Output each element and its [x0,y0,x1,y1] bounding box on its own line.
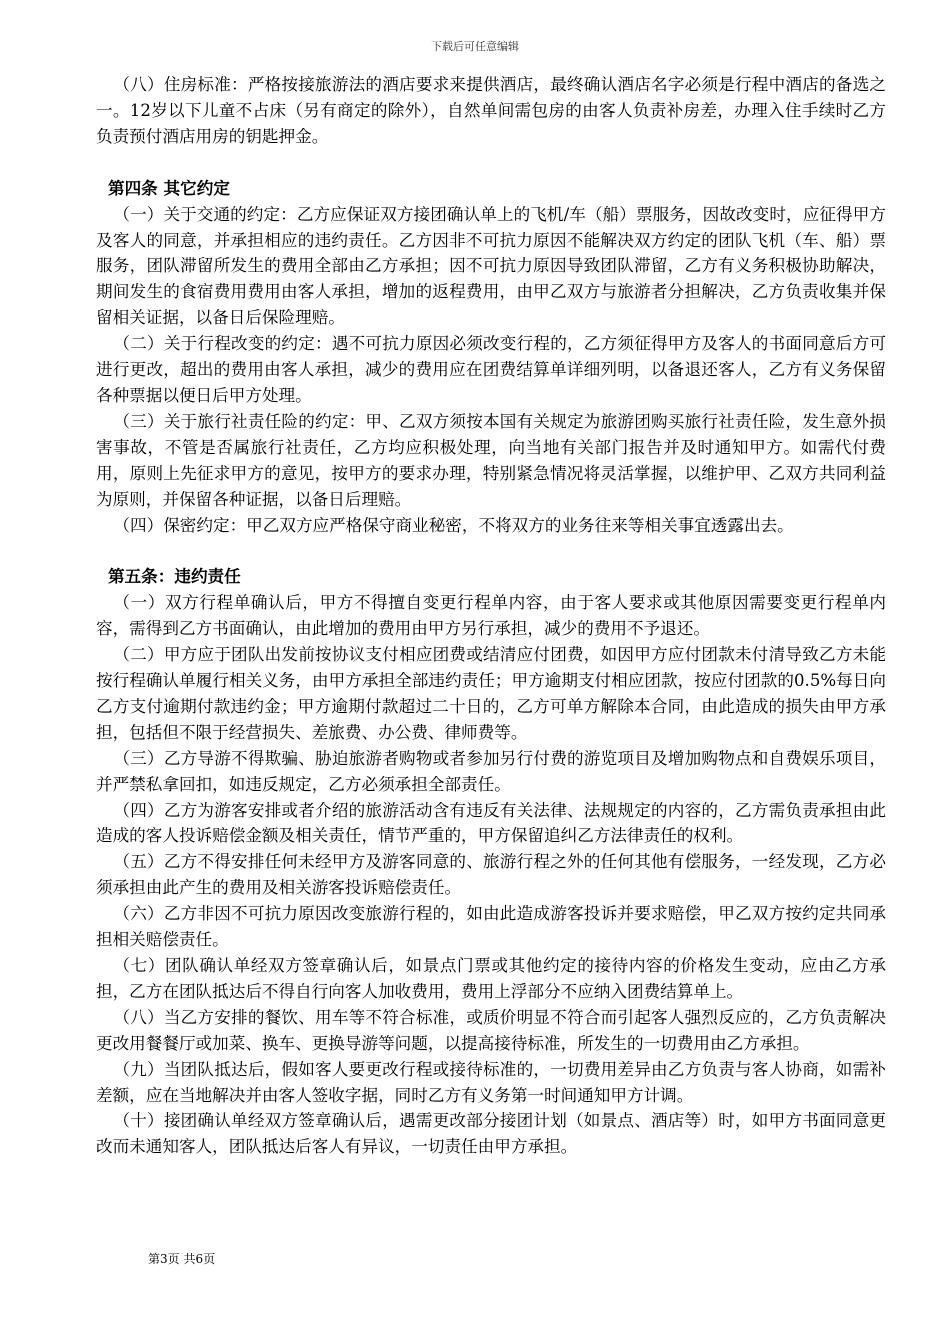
article-5-clause-2: （二）甲方应于团队出发前按协议支付相应团费或结清应付团费，如因甲方应付团款未付清导致乙方未能按行程确认单履行相关义务，由甲方承担全部违约责任；甲方逾期支付相应团款，按应付团款的0.5%每日向乙方支付逾期付款违约金；甲方逾期付款超过二十日的，乙方可单方解除本合同，由此造成的损失由甲方承担，包括但不限于经营损失、差旅费、办公费、律师费等。 [96,645,886,742]
article-5-clause-7: （七）团队确认单经双方签章确认后，如景点门票或其他约定的接待内容的价格发生变动，应由乙方承担，乙方在团队抵达后不得自行向客人加收费用，费用上浮部分不应纳入团费结算单上。 [96,956,886,1001]
article-5-clause-10: （十）接团确认单经双方签章确认后，遇需更改部分接团计划（如景点、酒店等）时，如甲方书面同意更改而未通知客人，团队抵达后客人有异议，一切责任由甲方承担。 [96,1111,886,1157]
article-5-clause-5: （五）乙方不得安排任何未经甲方及游客同意的、旅游行程之外的任何其他有偿服务，一经发现，乙方必须承担由此产生的费用及相关游客投诉赔偿责任。 [96,852,886,898]
article-5-clause-3: （三）乙方导游不得欺骗、胁迫旅游者购物或者参加另行付费的游览项目及增加购物点和自费娱乐项目，并严禁私拿回扣，如违反规定，乙方必须承担全部责任。 [96,748,886,794]
article-5-clause-6: （六）乙方非因不可抗力原因改变旅游行程的，如由此造成游客投诉并要求赔偿，甲乙双方按约定共同承担相关赔偿责任。 [96,904,886,950]
article-4-clause-2: （二）关于行程改变的约定：遇不可抗力原因必须改变行程的，乙方须征得甲方及客人的书面同意后方可进行更改，超出的费用由客人承担，减少的费用应在团费结算单详细列明，以备退还客人，乙方有义务保留各种票据以便日后甲方处理。 [96,334,886,405]
page-number: 第3页 共6页 [148,1252,216,1266]
spacer [96,150,886,176]
article-4-clause-3: （三）关于旅行社责任险的约定：甲、乙双方须按本国有关规定为旅游团购买旅行社责任险，发生意外损害事故，不管是否属旅行社责任，乙方均应积极处理，向当地有关部门报告并及时通知甲方。如需代付费用，原则上先征求甲方的意见，按甲方的要求办理，特别紧急情况将灵活掌握，以维护甲、乙双方共同利益为原则，并保留各种证据，以备日后理赔。 [96,411,886,509]
article-4-heading: 第四条 其它约定 [108,178,230,198]
page-header: 下载后可任意编辑 [431,40,519,53]
document-body [96,72,886,1160]
article-4-clause-1: （一）关于交通的约定：乙方应保证双方接团确认单上的飞机/车（船）票服务，因故改变时，应征得甲方及客人的同意，并承担相应的违约责任。乙方因非不可抗力原因不能解决双方约定的团队飞机（车、船）票服务，团队滞留所发生的费用全部由乙方承担；因不可抗力原因导致团队滞留，乙方有义务积极协助解决，期间发生的食宿费用费用由客人承担，增加的返程费用，由甲乙双方与旅游者分担解决，乙方负责收集并保留相关证据，以备日后保险理赔。 [96,204,886,328]
spacer [96,538,886,564]
article-5-heading: 第五条：违约责任 [108,567,241,587]
article-5-clause-1: （一）双方行程单确认后，甲方不得擅自变更行程单内容，由于客人要求或其他原因需要变更行程单内容，需得到乙方书面确认，由此增加的费用由甲方另行承担，减少的费用不予退还。 [96,593,886,639]
article-4-clause-4: （四）保密约定：甲乙双方应严格保守商业秘密，不将双方的业务往来等相关事宜透露出去。 [113,515,794,535]
article-5-clause-8: （八）当乙方安排的餐饮、用车等不符合标准，或质价明显不符合而引起客人强烈反应的，乙方负责解决更改用餐餐厅或加菜、换车、更换导游等问题，以提高接待标准，所发生的一切费用由乙方承担。 [96,1007,886,1053]
article-5-clause-4: （四）乙方为游客安排或者介绍的旅游活动含有违反有关法律、法规规定的内容的，乙方需负责承担由此造成的客人投诉赔偿金额及相关责任，情节严重的，甲方保留追纠乙方法律责任的权利。 [96,800,886,846]
paragraph-housing-standard: （八）住房标准：严格按接旅游法的酒店要求来提供酒店，最终确认酒店名字必须是行程中酒店的备选之一。12岁以下儿童不占床（另有商定的除外），自然单间需包房的由客人负责补房差，办理入住手续时乙方负责预付酒店用房的钥匙押金。 [96,75,886,146]
article-5-clause-9: （九）当团队抵达后，假如客人要更改行程或接待标准的，一切费用差异由乙方负责与客人协商，如需补差额，应在当地解决并由客人签收字据，同时乙方有义务第一时间通知甲方计调。 [96,1059,886,1105]
